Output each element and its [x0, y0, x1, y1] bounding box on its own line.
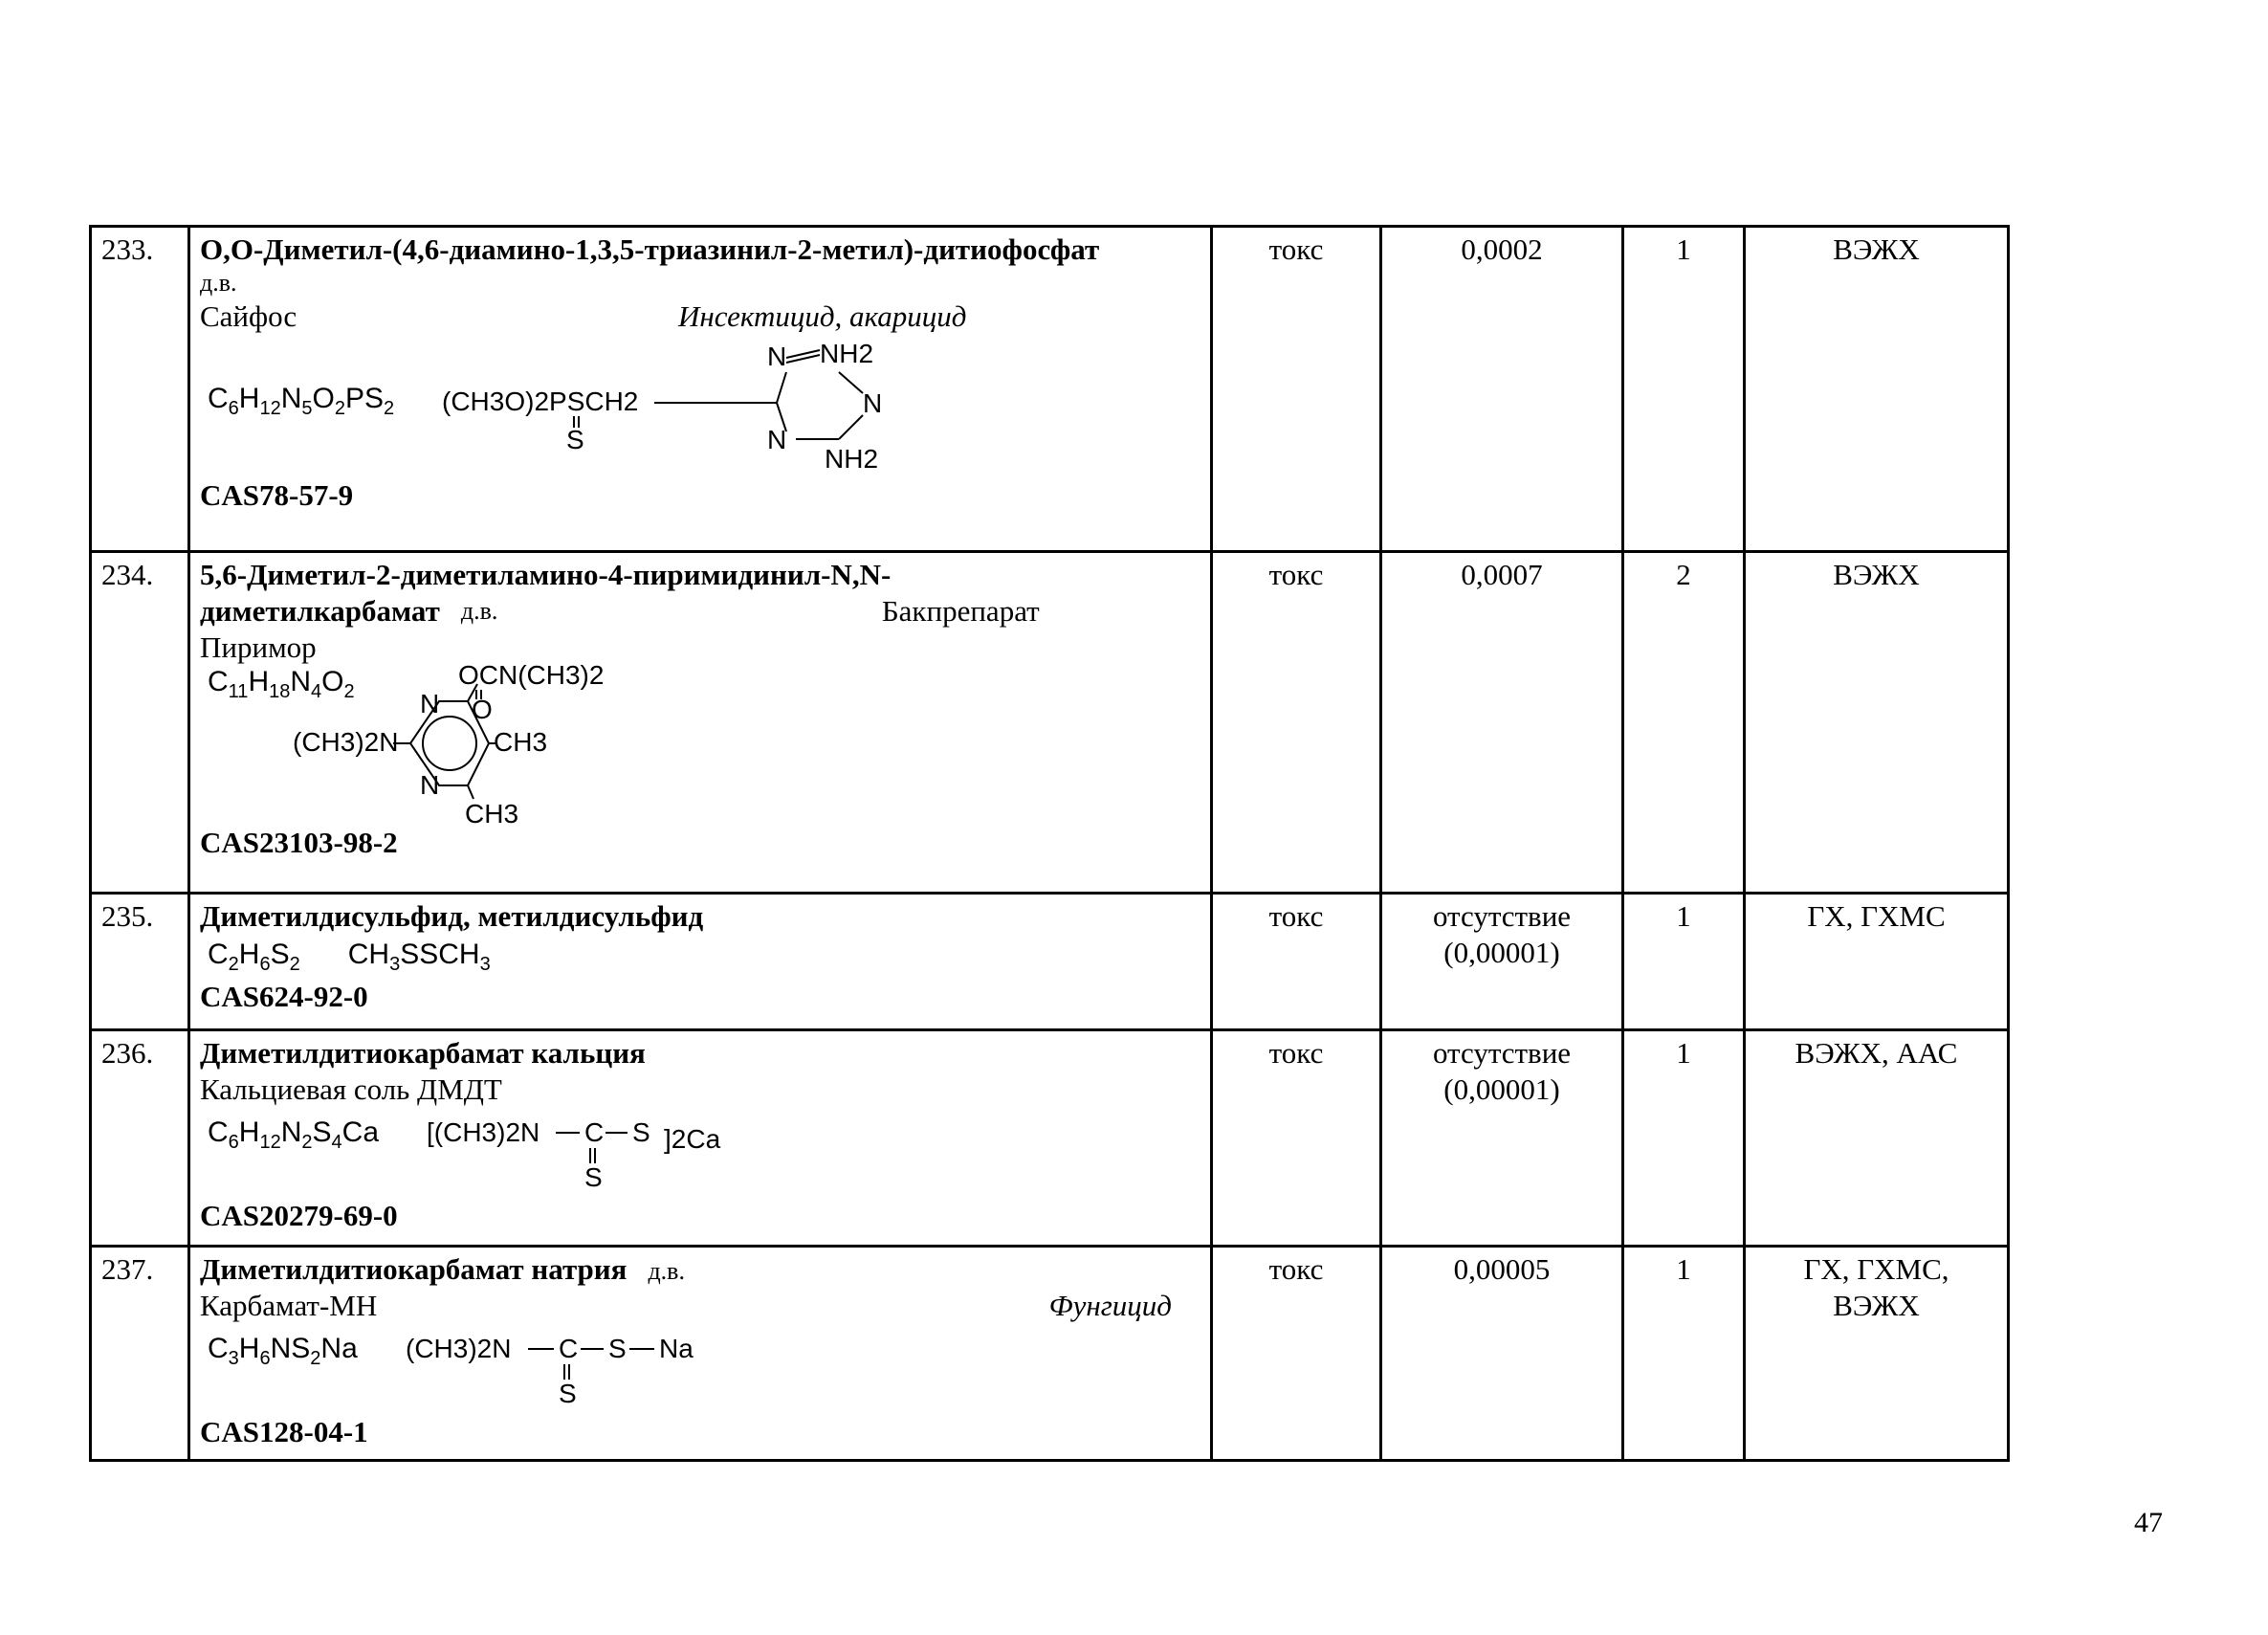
row-number: 234.	[91, 552, 189, 894]
analysis-method: ВЭЖХ, ААС	[1745, 1030, 2009, 1247]
struct-text: (CH3)2N	[405, 1333, 512, 1363]
analysis-method-cont: ВЭЖХ	[1833, 1288, 1920, 1322]
dv-label: д.в.	[200, 268, 237, 297]
analysis-method: ВЭЖХ	[1745, 227, 2009, 552]
limit-value-detail: (0,00001)	[1443, 935, 1560, 969]
substance-name: 5,6-Диметил-2-диметиламино-4-пиримидинил-N,N-	[200, 558, 892, 591]
hazard-class: 1	[1623, 1247, 1745, 1461]
struct-text: S	[632, 1116, 650, 1147]
table-row	[91, 894, 2009, 1030]
limit-value-detail: (0,00001)	[1443, 1072, 1560, 1106]
limit-value: отсутствие	[1432, 899, 1572, 933]
substance-name: Диметилдитиокарбамат кальция	[200, 1036, 646, 1070]
struct-text: N	[767, 425, 787, 455]
cas-number: CAS624-92-0	[200, 979, 368, 1013]
page-number: 47	[2134, 1507, 2163, 1538]
trade-name: Сайфос	[200, 298, 297, 333]
substance-name: Диметилдитиокарбамат натрия	[200, 1252, 628, 1286]
substance-name-cont: диметилкарбамат	[200, 593, 440, 628]
struct-text: ]2Ca	[664, 1123, 721, 1154]
cas-number: CAS23103-98-2	[200, 826, 398, 860]
substance-cell	[189, 552, 1212, 894]
struct-text: N	[419, 689, 439, 719]
structure-formula: $CH_3SSCH_3$	[347, 938, 491, 975]
struct-text: N	[767, 342, 787, 372]
struct-text: OCN(CH3)2	[457, 665, 605, 691]
struct-text: S	[584, 1161, 603, 1192]
struct-text: S	[566, 425, 584, 455]
formula: $C_{11}H_{18}N_4O_2$	[208, 666, 355, 703]
analysis-method: ВЭЖХ	[1745, 552, 2009, 894]
structure-diagram	[442, 334, 939, 468]
analysis-method: ГХ, ГХМС,	[1803, 1252, 1949, 1286]
formula: $C_3H_6NS_2Na$	[208, 1332, 358, 1369]
limit-value: 0,0007	[1381, 552, 1623, 894]
row-number: 235.	[91, 894, 189, 1030]
struct-text: NH2	[825, 444, 879, 469]
cas-number: CAS128-04-1	[200, 1414, 368, 1448]
hazard-sign: токс	[1212, 227, 1381, 552]
structure-diagram	[406, 1324, 712, 1410]
struct-text: N	[863, 388, 883, 419]
struct-text: C	[584, 1116, 605, 1147]
struct-text: NH2	[820, 339, 874, 369]
substance-table	[89, 225, 2010, 1462]
row-number: 236.	[91, 1030, 189, 1247]
formula: $C_2H_6S_2$	[208, 938, 300, 975]
limit-value: 0,00005	[1381, 1247, 1623, 1461]
struct-text: O	[471, 695, 493, 725]
struct-text: C	[558, 1333, 578, 1363]
table-row	[91, 1030, 2009, 1247]
struct-text: (CH3)2N	[292, 727, 399, 758]
table-row	[91, 1247, 2009, 1461]
substance-cell	[189, 1030, 1212, 1247]
struct-text: N	[419, 770, 439, 801]
struct-text: (CH3O)2PSCH2	[442, 387, 639, 417]
table-row	[91, 227, 2009, 552]
hazard-sign: токс	[1212, 552, 1381, 894]
cas-number: CAS20279-69-0	[200, 1198, 398, 1232]
struct-text: [(CH3)2N	[427, 1116, 540, 1147]
substance-name: Диметилдисульфид, метилдисульфид	[200, 899, 704, 933]
struct-text: Na	[658, 1333, 694, 1363]
structure-diagram	[427, 1108, 752, 1194]
use-label: Фунгицид	[1048, 1288, 1172, 1322]
formula: $C_6H_{12}N_5O_2PS_2$	[208, 383, 395, 420]
cas-number: CAS78-57-9	[200, 478, 354, 513]
hazard-class: 1	[1623, 894, 1745, 1030]
hazard-class: 2	[1623, 552, 1745, 894]
table-row	[91, 552, 2009, 894]
hazard-class: 1	[1623, 227, 1745, 552]
hazard-class: 1	[1623, 1030, 1745, 1247]
trade-name: Пиримор	[200, 630, 317, 664]
struct-text: S	[558, 1378, 577, 1408]
dv-label: д.в.	[648, 1257, 685, 1285]
row-number: 233.	[91, 227, 189, 552]
dv-label: д.в.	[460, 596, 498, 625]
substance-cell	[189, 1247, 1212, 1461]
trade-name: Кальциевая соль ДМДТ	[200, 1072, 502, 1106]
trade-name: Карбамат-МН	[200, 1288, 378, 1322]
limit-value: 0,0002	[1381, 227, 1623, 552]
struct-text: CH3	[493, 727, 547, 758]
hazard-sign: токс	[1212, 1247, 1381, 1461]
analysis-method: ГХ, ГХМС	[1745, 894, 2009, 1030]
use-label: Инсектицид, акарицид	[678, 298, 967, 333]
struct-text: S	[607, 1333, 627, 1363]
struct-text: CH3	[464, 799, 518, 829]
limit-value: отсутствие	[1432, 1036, 1572, 1070]
substance-cell	[189, 894, 1212, 1030]
substance-cell	[189, 227, 1212, 552]
formula: $C_6H_{12}N_2S_4Ca$	[208, 1116, 380, 1153]
hazard-sign: токс	[1212, 894, 1381, 1030]
structure-diagram	[211, 665, 661, 837]
row-number: 237.	[91, 1247, 189, 1461]
hazard-sign: токс	[1212, 1030, 1381, 1247]
use-label: Бакпрепарат	[881, 593, 1040, 628]
substance-name: О,О-Диметил-(4,6-диамино-1,3,5-триазинил-2-метил)-дитиофосфат	[200, 232, 1100, 266]
